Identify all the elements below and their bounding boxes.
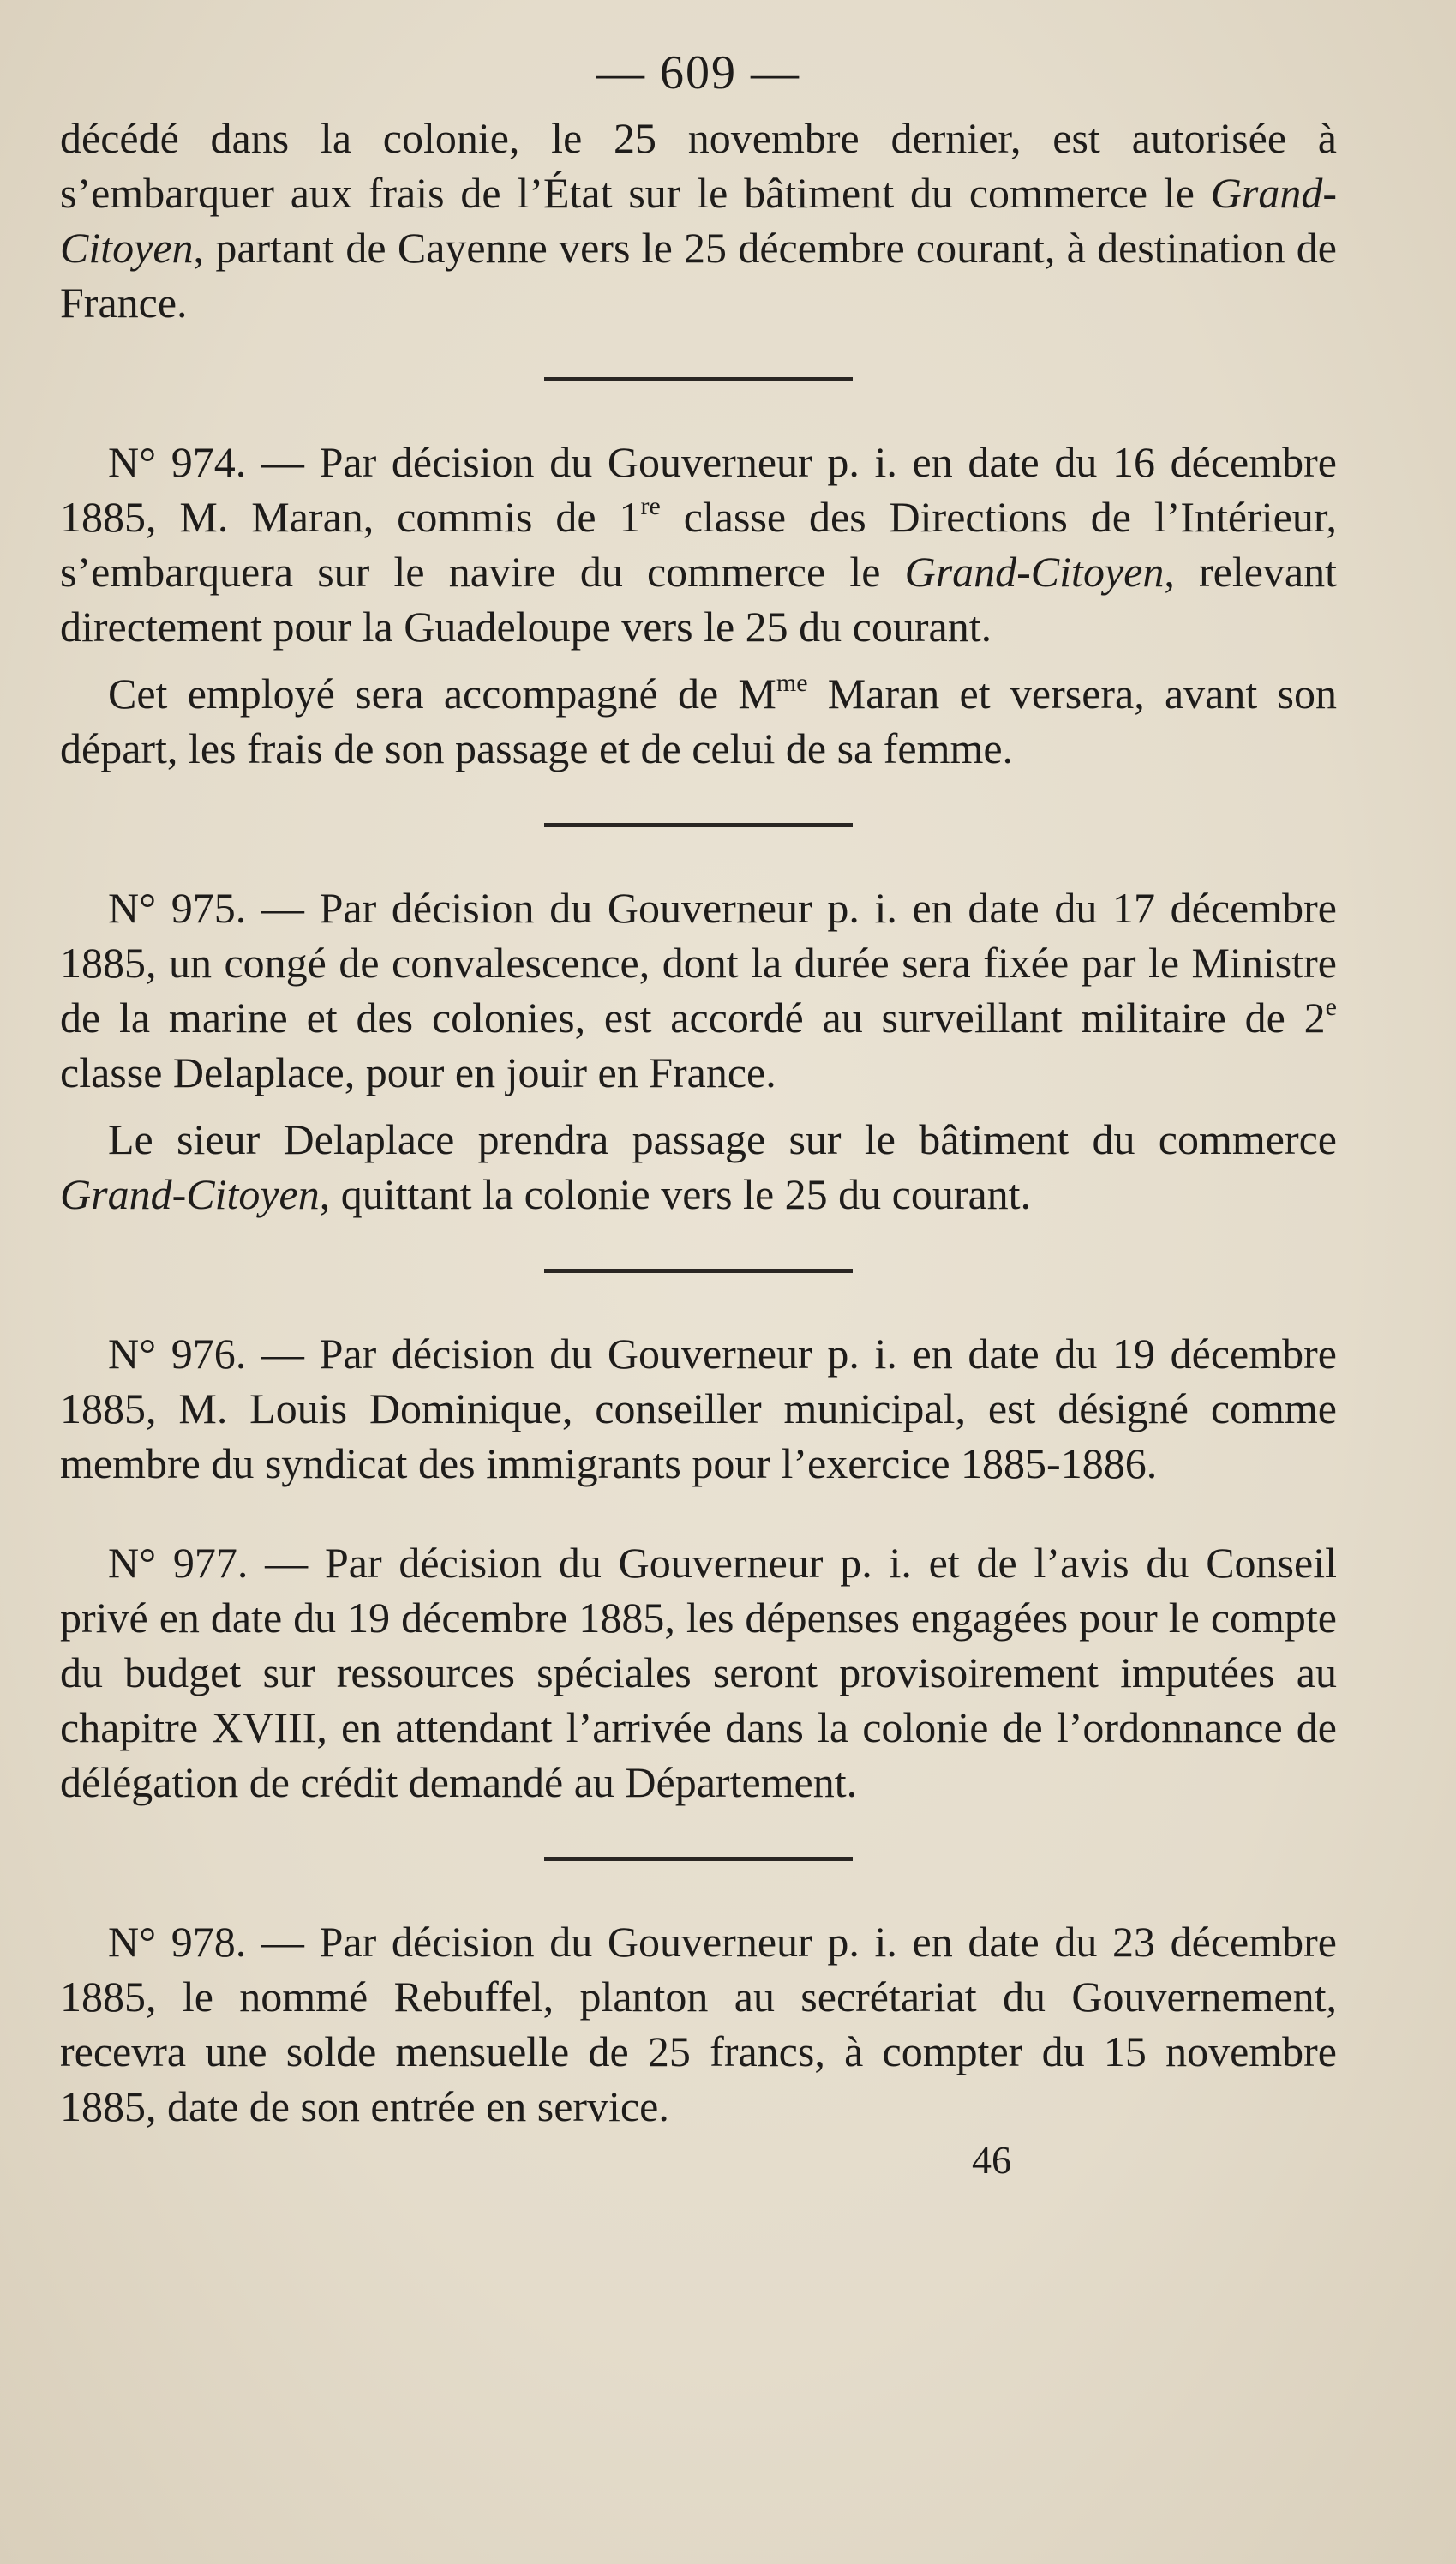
ship-name: Grand-Citoyen	[904, 548, 1165, 596]
text-run: , relevant directement pour la Guadeloupe vers le 25 du courant.	[60, 548, 1337, 651]
decision-974	[60, 435, 1337, 654]
page-number: — 609 —	[596, 46, 800, 99]
decision-974-note	[60, 666, 1337, 776]
text-run: , partant de Cayenne vers le 25 décembre courant, à destination de France.	[60, 224, 1337, 327]
text-run: Maran et versera, avant son départ, les frais de son passage et de celui de sa femme.	[60, 670, 1337, 772]
text-run: N° 975. — Par décision du Gouverneur p. i. en date du 17 décembre 1885, un congé de convalescence, dont la durée sera fixée par le Ministre de la marine et des colonies, est accordé au surveillant militaire de 2	[60, 884, 1337, 1042]
text-run: , quittant la colonie vers le 25 du courant.	[319, 1170, 1032, 1218]
ship-name: Grand-Citoyen	[60, 1170, 320, 1218]
section-divider	[544, 1269, 853, 1273]
text-run: classe des Directions de l’Intérieur, s’embarquera sur le navire du commerce le	[60, 493, 1337, 596]
decision-976: N° 976. — Par décision du Gouverneur p. i. en date du 19 décembre 1885, M. Louis Dominique, conseiller municipal, est désigné comme membre du syndicat des immigrants pour l’exercice 1885-1886.	[60, 1330, 1337, 1487]
signature-mark: 46	[972, 2138, 1011, 2182]
page-content	[60, 47, 1337, 2182]
text-run: Cet employé sera accompagné de M	[108, 670, 776, 718]
paragraph-gap	[60, 1491, 1337, 1535]
decision-977: N° 977. — Par décision du Gouverneur p. i. et de l’avis du Conseil privé en date du 19 décembre 1885, les dépenses engagées pour le compte du budget sur ressources spéciales seront provisoirement imputées au chapitre XVIII, en attendant l’arrivée dans la colonie de l’ordonnance de délégation de crédit demandé au Département.	[60, 1539, 1337, 1806]
superscript: re	[640, 492, 661, 520]
decision-975	[60, 880, 1337, 1100]
text-run: classe Delaplace, pour en jouir en France.	[60, 1048, 776, 1096]
text-run: N° 974. — Par décision du Gouverneur p. i. en date du 16 décembre 1885, M. Maran, commis de 1	[60, 438, 1337, 541]
section-divider	[544, 377, 853, 381]
decision-978: N° 978. — Par décision du Gouverneur p. i. en date du 23 décembre 1885, le nommé Rebuffel, planton au secrétariat du Gouvernement, recevra une solde mensuelle de 25 francs, à compter du 15 novembre 1885, date de son entrée en service.	[60, 1918, 1337, 2130]
text-run: Le sieur Delaplace prendra passage sur le bâtiment du commerce	[108, 1115, 1337, 1163]
superscript: e	[1325, 993, 1337, 1021]
text-run: décédé dans la colonie, le 25 novembre dernier, est autorisée à s’embarquer aux frais de l’État sur le bâtiment du commerce le	[60, 114, 1337, 217]
decision-975-note	[60, 1112, 1337, 1222]
section-divider	[544, 823, 853, 827]
superscript: me	[776, 669, 808, 697]
ship-name: Grand-Citoyen	[60, 169, 1337, 272]
paragraph-continuation	[60, 111, 1337, 330]
section-divider	[544, 1857, 853, 1861]
